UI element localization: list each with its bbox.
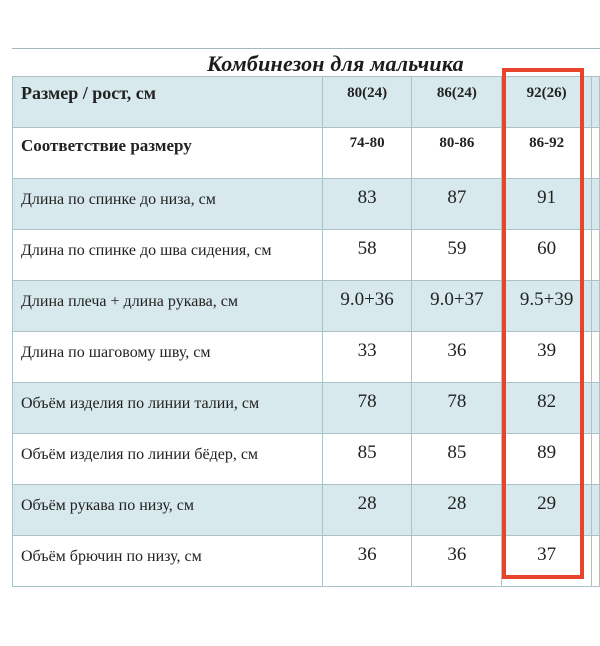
row-value: 58 <box>322 230 412 281</box>
row-value: 91 <box>502 179 592 230</box>
table-row <box>13 383 600 434</box>
edge-cell <box>592 128 600 179</box>
row-value: 89 <box>502 434 592 485</box>
correspondence-row <box>13 128 600 179</box>
row-value: 36 <box>412 332 502 383</box>
row-label: Длина по шаговому шву, см <box>13 332 323 383</box>
row-value: 9.0+37 <box>412 281 502 332</box>
edge-cell <box>592 230 600 281</box>
row-label: Объём изделия по линии талии, см <box>13 383 323 434</box>
row-label: Объём изделия по линии бёдер, см <box>13 434 323 485</box>
correspondence-value: 86-92 <box>502 128 592 179</box>
size-table <box>12 76 600 587</box>
row-value: 39 <box>502 332 592 383</box>
row-value: 9.0+36 <box>322 281 412 332</box>
row-value: 85 <box>412 434 502 485</box>
row-value: 78 <box>412 383 502 434</box>
size-92: 92(26) <box>502 77 592 128</box>
row-value: 33 <box>322 332 412 383</box>
size-86: 86(24) <box>412 77 502 128</box>
row-value: 60 <box>502 230 592 281</box>
row-value: 29 <box>502 485 592 536</box>
row-value: 59 <box>412 230 502 281</box>
edge-cell <box>592 77 600 128</box>
correspondence-value: 74-80 <box>322 128 412 179</box>
size-80: 80(24) <box>322 77 412 128</box>
table-row <box>13 536 600 587</box>
title-row <box>12 48 600 77</box>
edge-cell <box>592 179 600 230</box>
edge-cell <box>592 434 600 485</box>
row-value: 83 <box>322 179 412 230</box>
chart-title: Комбинезон для мальчика <box>207 51 464 76</box>
table-row <box>13 281 600 332</box>
table-row <box>13 230 600 281</box>
header-row <box>13 77 600 128</box>
row-value: 78 <box>322 383 412 434</box>
row-label: Длина по спинке до шва сидения, см <box>13 230 323 281</box>
edge-cell <box>592 281 600 332</box>
row-value: 9.5+39 <box>502 281 592 332</box>
row-value: 28 <box>322 485 412 536</box>
row-label: Длина плеча + длина рукава, см <box>13 281 323 332</box>
row-value: 36 <box>412 536 502 587</box>
table-row <box>13 332 600 383</box>
row-value: 85 <box>322 434 412 485</box>
row-value: 36 <box>322 536 412 587</box>
table-row <box>13 485 600 536</box>
table-row <box>13 434 600 485</box>
edge-cell <box>592 485 600 536</box>
row-value: 87 <box>412 179 502 230</box>
row-value: 37 <box>502 536 592 587</box>
row-label: Длина по спинке до низа, см <box>13 179 323 230</box>
row-label: Объём брючин по низу, см <box>13 536 323 587</box>
row-value: 28 <box>412 485 502 536</box>
row-value: 82 <box>502 383 592 434</box>
edge-cell <box>592 536 600 587</box>
edge-cell <box>592 332 600 383</box>
correspondence-value: 80-86 <box>412 128 502 179</box>
correspondence-label: Соответствие размеру <box>13 128 323 179</box>
edge-cell <box>592 383 600 434</box>
table-row <box>13 179 600 230</box>
row-label: Объём рукава по низу, см <box>13 485 323 536</box>
header-label: Размер / рост, см <box>13 77 323 128</box>
